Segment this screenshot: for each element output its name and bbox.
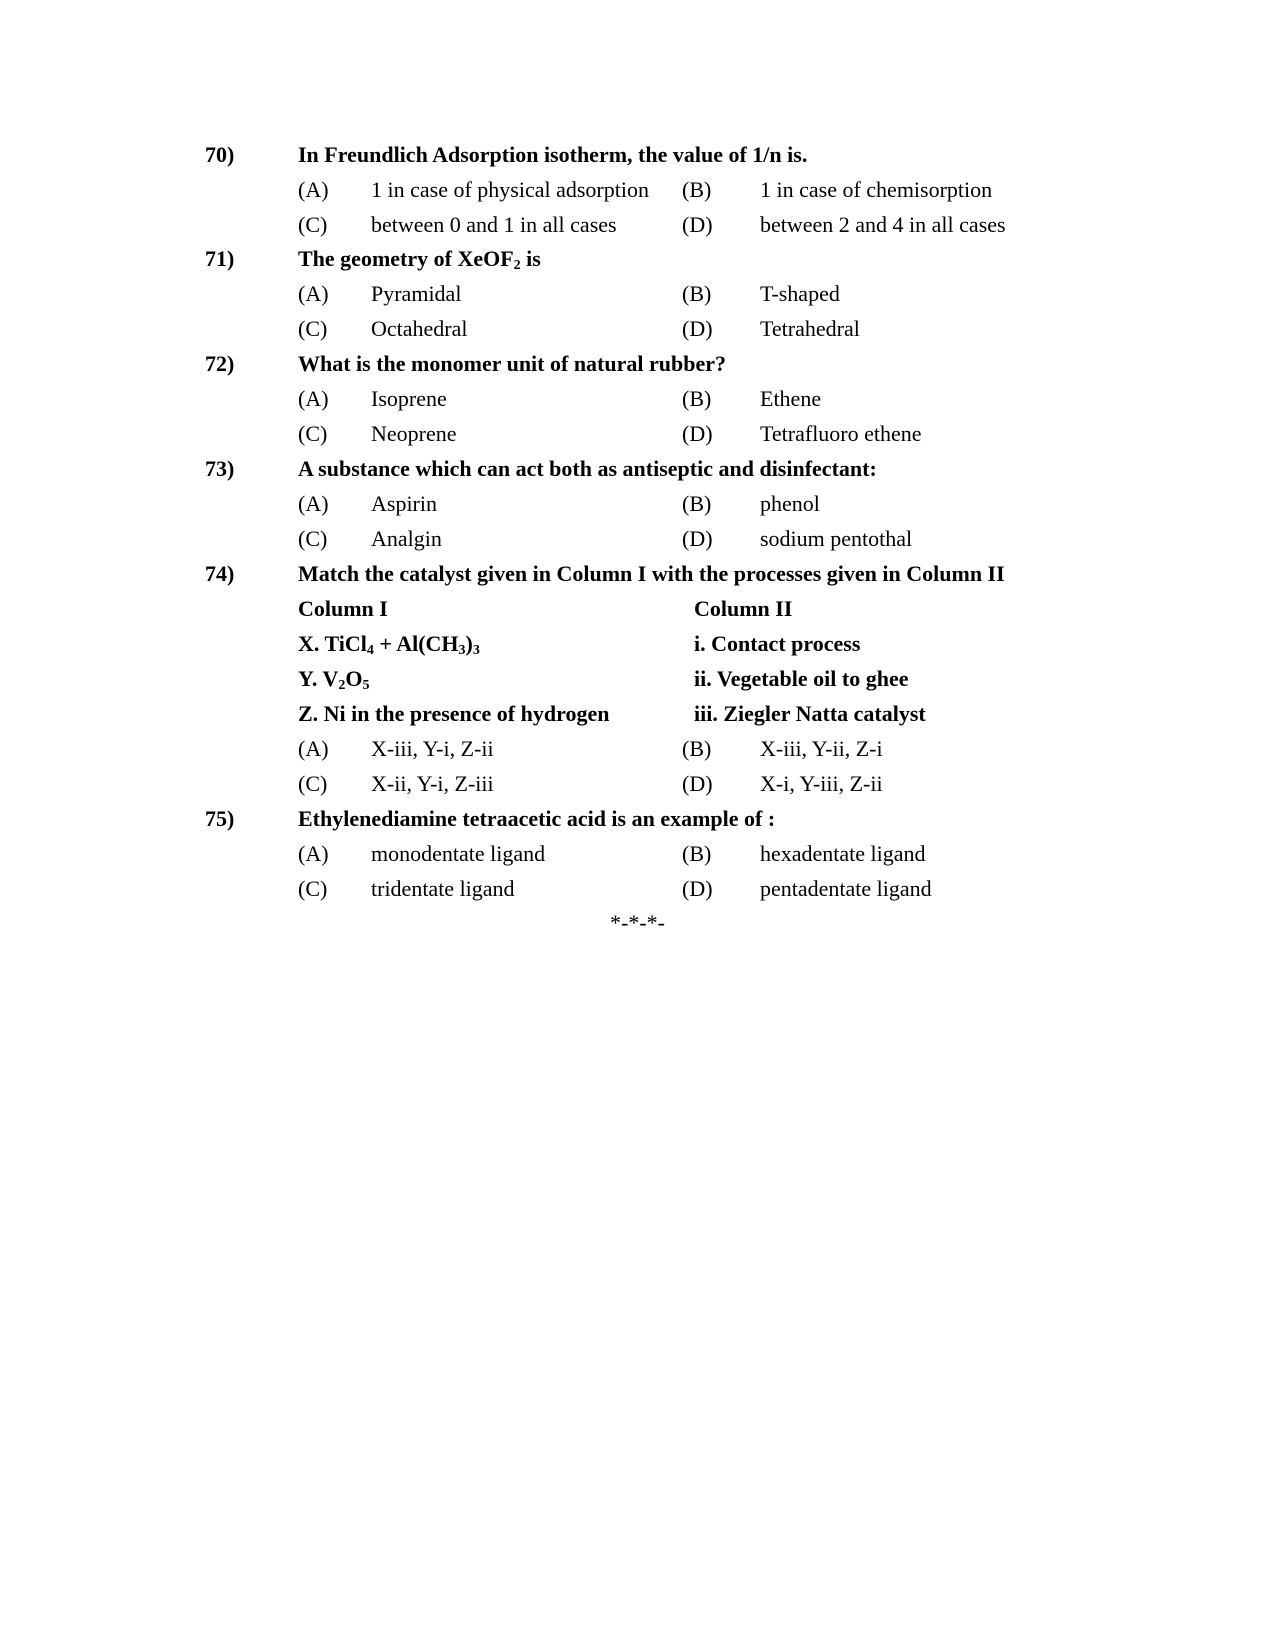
option-label: (C) <box>298 316 328 341</box>
option-label: (B) <box>682 841 712 866</box>
options-row <box>0 419 1275 449</box>
question-75 <box>0 804 1275 834</box>
option-text: Aspirin <box>371 491 437 516</box>
option-text: X-i, Y-iii, Z-ii <box>760 771 883 796</box>
option-text: Octahedral <box>371 316 468 341</box>
column-ii-header: Column II <box>694 596 793 621</box>
options-row <box>0 489 1275 519</box>
question-text-part: The geometry of XeOF <box>298 246 514 271</box>
option-text: hexadentate ligand <box>760 841 926 866</box>
option-text: 1 in case of chemisorption <box>760 177 993 202</box>
option-label: (A) <box>298 177 329 202</box>
option-text: Analgin <box>371 526 442 551</box>
options-row <box>0 175 1275 205</box>
option-label: (C) <box>298 526 328 551</box>
option-label: (B) <box>682 491 712 516</box>
option-text: Pyramidal <box>371 281 462 306</box>
option-label: (C) <box>298 212 328 237</box>
options-row <box>0 384 1275 414</box>
match-header-row <box>0 594 1275 624</box>
question-text: What is the monomer unit of natural rubber? <box>298 351 726 376</box>
item-text-part: X. TiCl <box>298 631 367 656</box>
column-i-item-x <box>298 629 480 659</box>
question-number: 75) <box>205 806 235 831</box>
column-ii-item-ii: ii. Vegetable oil to ghee <box>694 666 909 691</box>
option-text: pentadentate ligand <box>760 876 932 901</box>
options-row <box>0 314 1275 344</box>
option-text: Ethene <box>760 386 822 411</box>
option-label: (A) <box>298 736 329 761</box>
match-row <box>0 664 1275 694</box>
match-row <box>0 629 1275 659</box>
question-74 <box>0 559 1275 589</box>
question-text: Match the catalyst given in Column I with the processes given in Column II <box>298 561 1005 586</box>
column-ii-item-i: i. Contact process <box>694 631 861 656</box>
option-label: (D) <box>682 526 713 551</box>
question-text-part: is <box>520 246 541 271</box>
subscript: 2 <box>338 678 346 693</box>
options-row <box>0 734 1275 764</box>
item-text-part: O <box>345 666 363 691</box>
option-label: (B) <box>682 386 712 411</box>
option-label: (A) <box>298 386 329 411</box>
option-label: (C) <box>298 771 328 796</box>
option-label: (D) <box>682 771 713 796</box>
question-text <box>298 244 541 274</box>
match-row <box>0 699 1275 729</box>
subscript: 3 <box>458 643 466 658</box>
option-text: 1 in case of physical adsorption <box>371 177 649 202</box>
option-label: (A) <box>298 491 329 516</box>
options-row <box>0 769 1275 799</box>
options-row <box>0 839 1275 869</box>
option-label: (B) <box>682 177 712 202</box>
item-text-part: Y. V <box>298 666 339 691</box>
option-text: Tetrafluoro ethene <box>760 421 922 446</box>
item-text-part: + Al(CH <box>373 631 459 656</box>
option-text: X-ii, Y-i, Z-iii <box>371 771 494 796</box>
question-text: Ethylenediamine tetraacetic acid is an example of : <box>298 806 776 831</box>
option-text: X-iii, Y-i, Z-ii <box>371 736 494 761</box>
question-71 <box>0 244 1275 274</box>
option-text: T-shaped <box>760 281 840 306</box>
column-i-header: Column I <box>298 596 388 621</box>
option-text: Tetrahedral <box>760 316 860 341</box>
question-number: 70) <box>205 142 235 167</box>
option-label: (A) <box>298 281 329 306</box>
option-text: monodentate ligand <box>371 841 546 866</box>
item-text-part: ) <box>465 631 473 656</box>
subscript: 3 <box>472 643 480 658</box>
question-72 <box>0 349 1275 379</box>
subscript: 4 <box>366 643 374 658</box>
option-text: between 0 and 1 in all cases <box>371 212 617 237</box>
question-number: 71) <box>205 246 235 271</box>
options-row <box>0 524 1275 554</box>
question-text: A substance which can act both as antiseptic and disinfectant: <box>298 456 877 481</box>
option-text: Neoprene <box>371 421 457 446</box>
question-text: In Freundlich Adsorption isotherm, the value of 1/n is. <box>298 142 808 167</box>
option-label: (C) <box>298 421 328 446</box>
option-label: (C) <box>298 876 328 901</box>
column-i-item-z: Z. Ni in the presence of hydrogen <box>298 701 610 726</box>
option-text: phenol <box>760 491 820 516</box>
option-text: X-iii, Y-ii, Z-i <box>760 736 883 761</box>
options-row <box>0 210 1275 240</box>
option-label: (D) <box>682 421 713 446</box>
option-text: sodium pentothal <box>760 526 913 551</box>
option-label: (D) <box>682 876 713 901</box>
subscript: 5 <box>362 678 370 693</box>
option-text: tridentate ligand <box>371 876 515 901</box>
question-70 <box>0 140 1275 170</box>
option-label: (D) <box>682 212 713 237</box>
options-row <box>0 279 1275 309</box>
question-73 <box>0 454 1275 484</box>
column-i-item-y <box>298 664 369 694</box>
option-label: (B) <box>682 736 712 761</box>
end-marker: *-*-*- <box>610 910 665 935</box>
options-row <box>0 874 1275 904</box>
question-number: 72) <box>205 351 235 376</box>
subscript: 2 <box>513 258 521 273</box>
question-number: 74) <box>205 561 235 586</box>
option-label: (B) <box>682 281 712 306</box>
option-text: between 2 and 4 in all cases <box>760 212 1006 237</box>
option-text: Isoprene <box>371 386 447 411</box>
option-label: (A) <box>298 841 329 866</box>
question-number: 73) <box>205 456 235 481</box>
option-label: (D) <box>682 316 713 341</box>
column-ii-item-iii: iii. Ziegler Natta catalyst <box>694 701 926 726</box>
